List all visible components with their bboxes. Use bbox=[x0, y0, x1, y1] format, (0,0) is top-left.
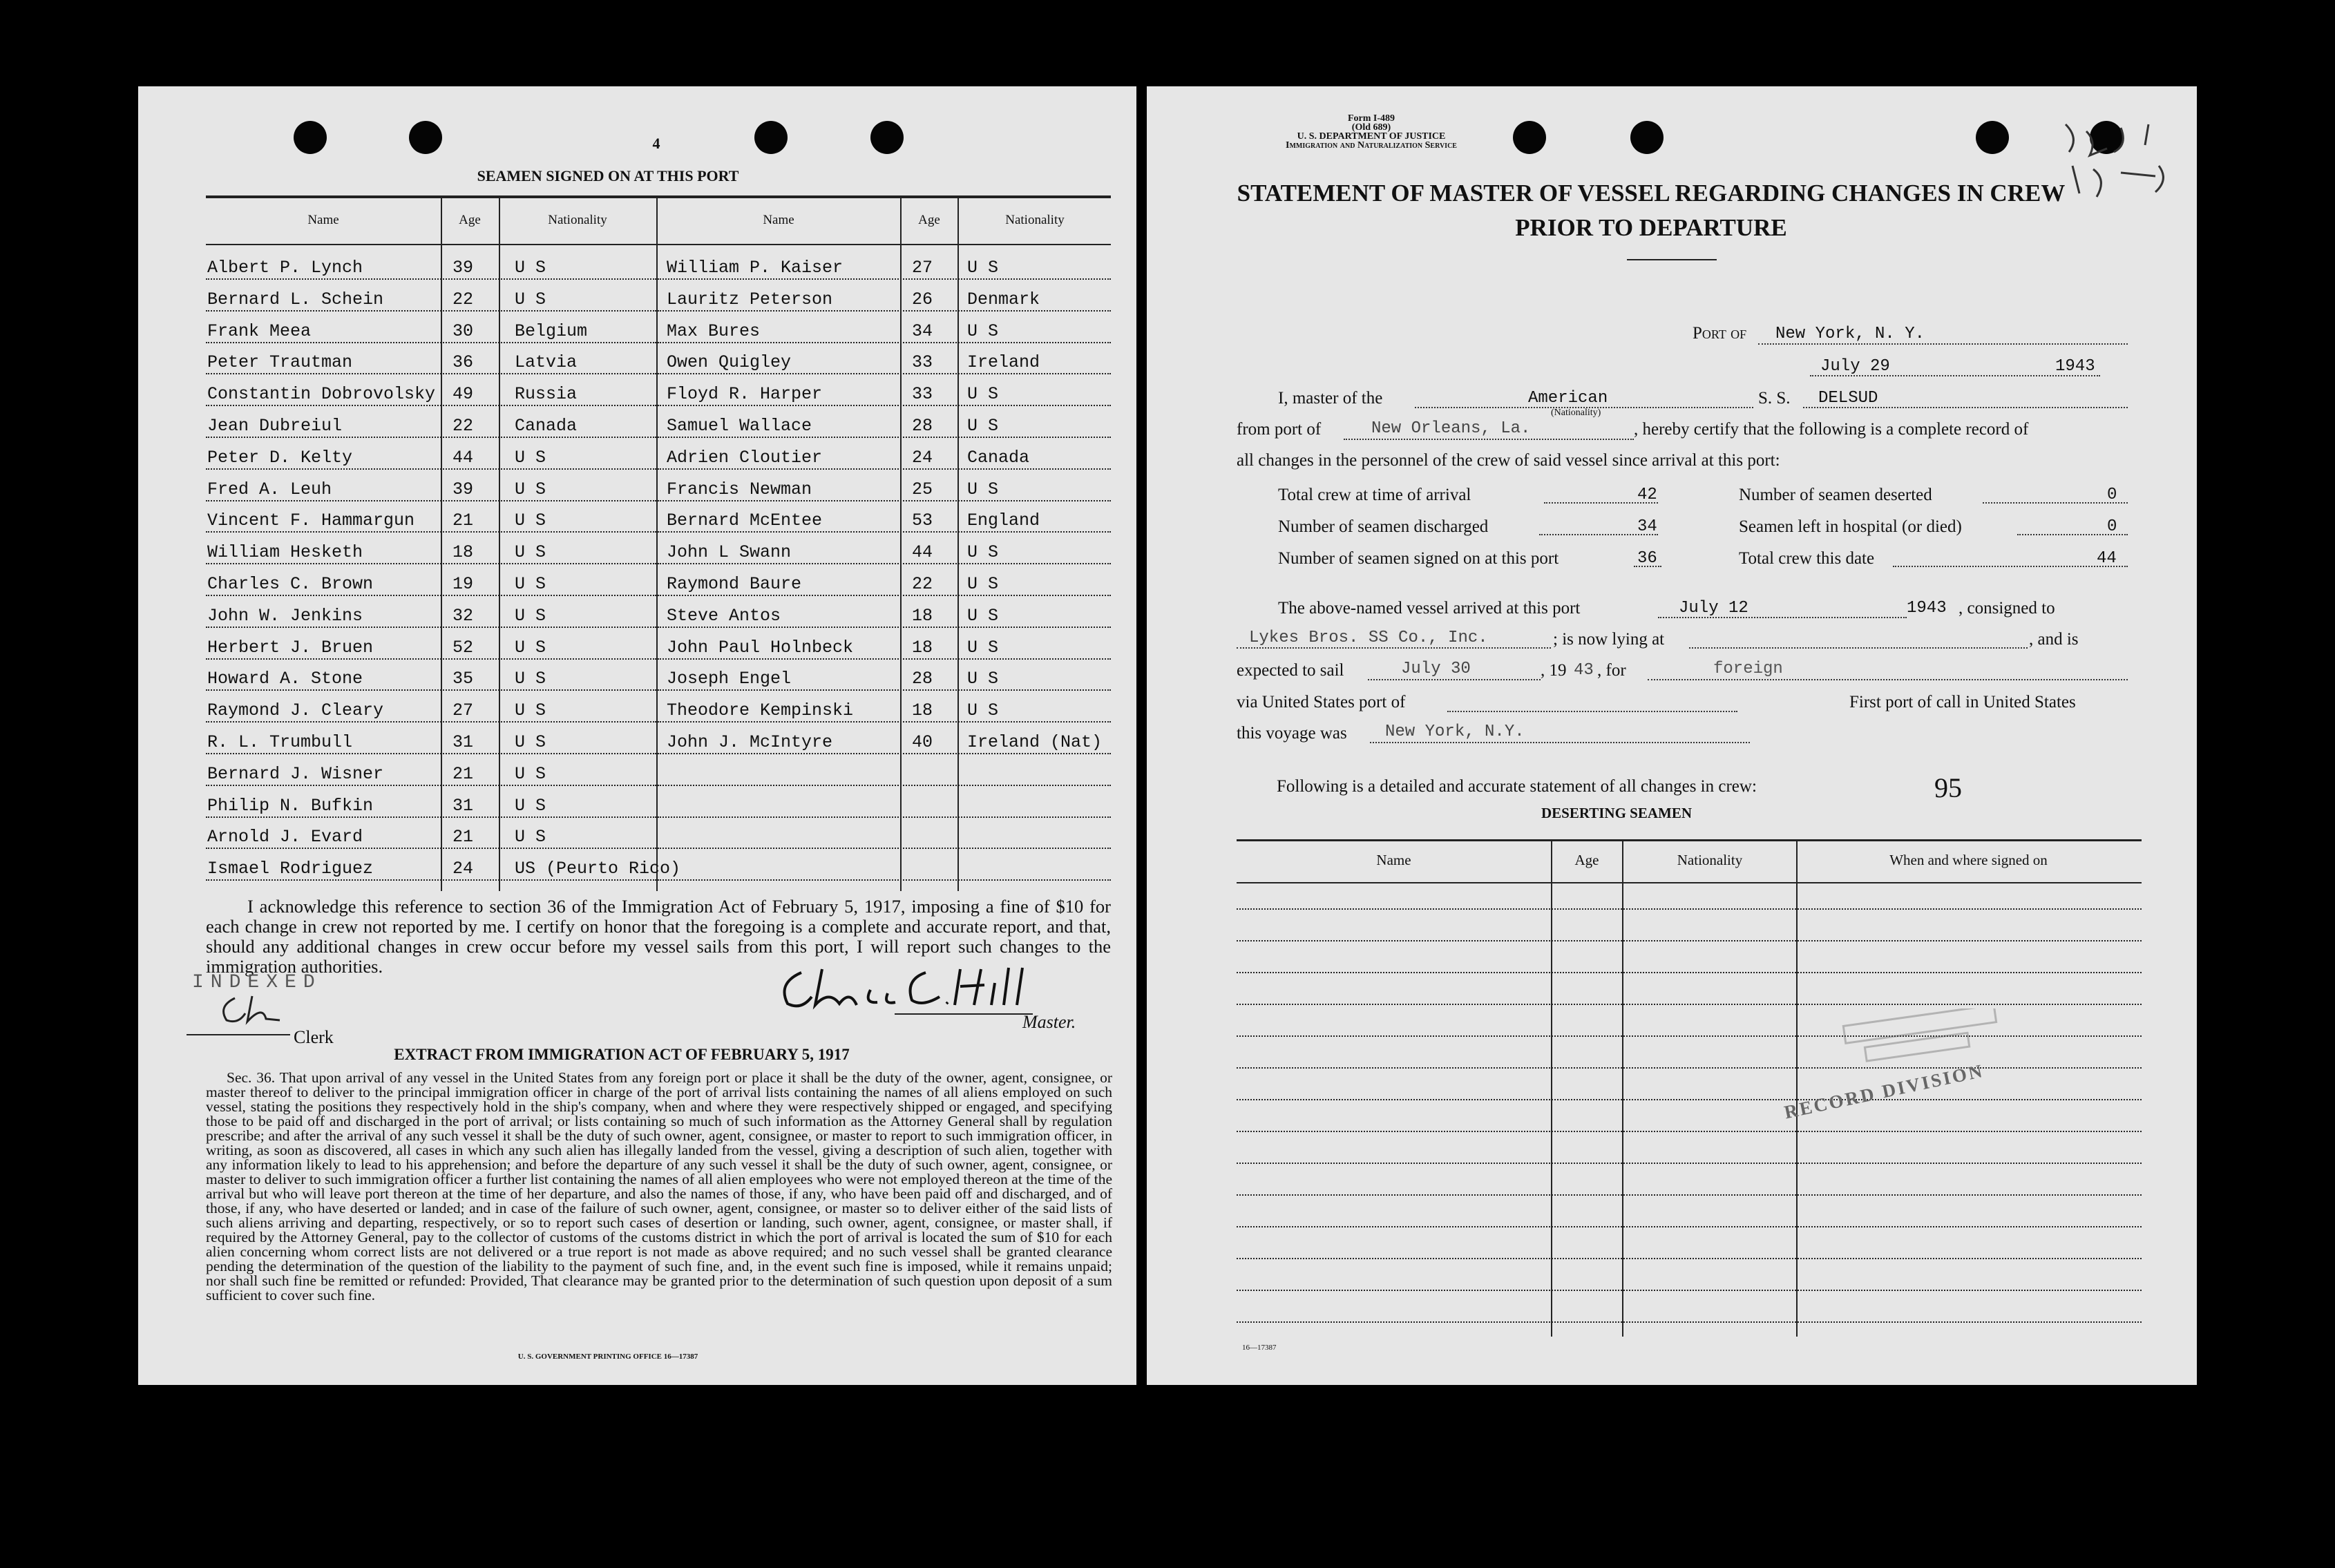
form-old: (Old 689) bbox=[1351, 122, 1391, 133]
crew-age: 53 bbox=[912, 510, 933, 531]
crew-name: John Paul Holnbeck bbox=[667, 637, 854, 658]
desert-header-signed-on: When and where signed on bbox=[1889, 852, 2048, 868]
crew-age: 34 bbox=[912, 321, 933, 341]
row-rule bbox=[658, 500, 1111, 501]
service: Immigration and Naturalization Service bbox=[1286, 140, 1457, 151]
expected-label: expected to sail bbox=[1237, 661, 1344, 680]
arrived-label: The above-named vessel arrived at this port bbox=[1278, 599, 1581, 618]
crew-nationality: Latvia bbox=[515, 352, 578, 373]
crew-nationality: U S bbox=[515, 605, 546, 626]
ship-name: DELSUD bbox=[1818, 389, 1878, 408]
crew-name: John L Swann bbox=[667, 542, 792, 563]
col-header-nationality: Nationality bbox=[548, 213, 607, 227]
crew-name: Ismael Rodriguez bbox=[207, 859, 374, 879]
crew-nationality: U S bbox=[967, 258, 999, 278]
punch-hole bbox=[1630, 121, 1664, 154]
row-rule bbox=[206, 373, 656, 374]
master-of-label: I, master of the bbox=[1278, 389, 1383, 408]
clerk-initials bbox=[214, 993, 304, 1027]
sail-date-line bbox=[1368, 679, 1541, 680]
crew-nationality: U S bbox=[515, 258, 546, 278]
form-title bbox=[1216, 176, 2086, 245]
deserting-title: DESERTING SEAMEN bbox=[1541, 805, 1693, 821]
crew-age: 21 bbox=[452, 827, 474, 848]
title-line-2: PRIOR TO DEPARTURE bbox=[1515, 214, 1787, 241]
deserted-value: 0 bbox=[2107, 486, 2117, 504]
row-rule bbox=[206, 658, 656, 660]
crew-name: Raymond Baure bbox=[667, 574, 802, 594]
title-rule bbox=[1627, 259, 1717, 260]
crew-nationality: U S bbox=[515, 289, 546, 309]
row-rule bbox=[658, 753, 1111, 754]
row-rule bbox=[206, 342, 656, 343]
crew-name: William Hesketh bbox=[207, 542, 363, 563]
discharged-value: 34 bbox=[1637, 517, 1657, 536]
total-crew-arrival-value: 42 bbox=[1637, 486, 1657, 504]
col-header-name: Name bbox=[763, 213, 794, 227]
crew-age: 21 bbox=[452, 763, 474, 784]
total-crew-date-value: 44 bbox=[2097, 549, 2117, 568]
department: U. S. DEPARTMENT OF JUSTICE bbox=[1297, 131, 1446, 142]
crew-name: R. L. Trumbull bbox=[207, 732, 353, 752]
desert-row-rule bbox=[1237, 1321, 2142, 1323]
nationality-caption: (Nationality) bbox=[1551, 408, 1601, 418]
row-rule bbox=[206, 785, 656, 786]
crew-name: Jean Dubreiul bbox=[207, 416, 343, 436]
sail-date-value: July 30 bbox=[1401, 660, 1471, 678]
voyage-line bbox=[1370, 742, 1750, 743]
consigned-label: , consigned to bbox=[1958, 599, 2055, 618]
row-rule bbox=[206, 753, 656, 754]
crew-nationality: U S bbox=[967, 669, 999, 689]
lying-label: ; is now lying at bbox=[1553, 630, 1665, 649]
column-divider bbox=[499, 197, 500, 891]
row-rule bbox=[206, 848, 656, 849]
row-rule bbox=[206, 563, 656, 564]
crew-age: 31 bbox=[452, 795, 474, 816]
crew-nationality: U S bbox=[967, 416, 999, 436]
crew-nationality: Canada bbox=[967, 447, 1030, 468]
row-rule bbox=[658, 658, 1111, 660]
crew-age: 32 bbox=[452, 605, 474, 626]
crew-age: 30 bbox=[452, 321, 474, 341]
arrived-value: July 12 bbox=[1679, 599, 1748, 618]
row-rule bbox=[206, 689, 656, 691]
row-rule bbox=[658, 689, 1111, 691]
crew-nationality: U S bbox=[967, 384, 999, 405]
crew-nationality: U S bbox=[515, 700, 546, 721]
crew-age: 52 bbox=[452, 637, 474, 658]
port-label: Port of bbox=[1693, 324, 1747, 343]
row-rule bbox=[206, 278, 656, 280]
discharged-label: Number of seamen discharged bbox=[1278, 517, 1489, 536]
clerk-line bbox=[187, 1034, 290, 1035]
page-number: 4 bbox=[652, 135, 660, 152]
following-text: Following is a detailed and accurate statement of all changes in crew: bbox=[1277, 777, 1757, 796]
port-value: New York, N. Y. bbox=[1775, 325, 1925, 343]
crew-age: 24 bbox=[912, 447, 933, 468]
crew-name: Herbert J. Bruen bbox=[207, 637, 374, 658]
row-rule bbox=[206, 721, 656, 723]
via-line bbox=[1447, 711, 1737, 712]
form-id: Form I-489 bbox=[1347, 113, 1395, 124]
deserted-label: Number of seamen deserted bbox=[1739, 486, 1932, 504]
crew-age: 35 bbox=[452, 669, 474, 689]
signed-on-value: 36 bbox=[1637, 549, 1657, 568]
crew-nationality: U S bbox=[515, 763, 546, 784]
sail-year-value: 43 bbox=[1574, 661, 1594, 680]
crew-nationality: Denmark bbox=[967, 289, 1040, 309]
desert-row-rule bbox=[1237, 1194, 2142, 1196]
handwritten-number: 95 bbox=[1934, 772, 1962, 803]
desert-header-nationality: Nationality bbox=[1677, 852, 1743, 868]
row-rule bbox=[206, 468, 656, 470]
form-number: 16—17387 bbox=[1242, 1344, 1277, 1352]
crew-nationality: Canada bbox=[515, 416, 578, 436]
crew-name: Constantin Dobrovolsky bbox=[207, 384, 436, 405]
crew-name: William P. Kaiser bbox=[667, 258, 844, 278]
col-header-nationality: Nationality bbox=[1005, 213, 1065, 227]
row-rule bbox=[658, 848, 1111, 849]
row-rule bbox=[658, 342, 1111, 343]
record-division-stamp: RECORD DIVISION bbox=[1782, 1060, 1986, 1123]
from-port-label: from port of bbox=[1237, 420, 1322, 439]
crew-age: 39 bbox=[452, 258, 474, 278]
crew-age: 33 bbox=[912, 384, 933, 405]
crew-nationality: Belgium bbox=[515, 321, 588, 341]
crew-name: John J. McIntyre bbox=[667, 732, 833, 752]
crew-name: Peter Trautman bbox=[207, 352, 353, 373]
signed-on-label: Number of seamen signed on at this port bbox=[1278, 549, 1559, 568]
row-rule bbox=[206, 310, 656, 312]
crew-age: 31 bbox=[452, 732, 474, 752]
row-rule bbox=[658, 437, 1111, 438]
desert-row-rule bbox=[1237, 1226, 2142, 1227]
crew-age: 25 bbox=[912, 479, 933, 499]
consignee-value: Lykes Bros. SS Co., Inc. bbox=[1249, 629, 1488, 647]
for-value: foreign bbox=[1713, 660, 1783, 678]
crew-age: 21 bbox=[452, 510, 474, 531]
punch-hole bbox=[870, 121, 904, 154]
desert-table-header-rule bbox=[1237, 882, 2142, 883]
crew-name: Raymond J. Cleary bbox=[207, 700, 384, 721]
crew-name: Bernard L. Schein bbox=[207, 289, 384, 309]
crew-age: 22 bbox=[452, 289, 474, 309]
crew-name: Theodore Kempinski bbox=[667, 700, 854, 721]
crew-name: Bernard McEntee bbox=[667, 510, 823, 531]
crew-age: 18 bbox=[912, 700, 933, 721]
faded-date-stamp bbox=[1838, 1008, 2017, 1064]
ss-label: S. S. bbox=[1758, 389, 1791, 408]
punch-hole bbox=[294, 121, 327, 154]
row-rule bbox=[658, 785, 1111, 786]
crew-nationality: U S bbox=[515, 574, 546, 594]
desert-row-rule bbox=[1237, 972, 2142, 973]
crew-age: 18 bbox=[912, 637, 933, 658]
crew-age: 18 bbox=[912, 605, 933, 626]
crew-age: 40 bbox=[912, 732, 933, 752]
dotted-leader bbox=[1983, 502, 2128, 504]
row-rule bbox=[658, 816, 1111, 818]
crew-name: Charles C. Brown bbox=[207, 574, 374, 594]
crew-nationality: U S bbox=[967, 700, 999, 721]
crew-name: Peter D. Kelty bbox=[207, 447, 353, 468]
via-label: via United States port of bbox=[1237, 693, 1406, 711]
row-rule bbox=[658, 563, 1111, 564]
crew-age: 19 bbox=[452, 574, 474, 594]
row-rule bbox=[206, 879, 656, 881]
desert-row-rule bbox=[1237, 940, 2142, 941]
column-divider bbox=[957, 197, 959, 891]
desert-header-age: Age bbox=[1574, 852, 1599, 868]
right-page bbox=[1147, 86, 2197, 1385]
hospital-value: 0 bbox=[2107, 517, 2117, 536]
crew-age: 33 bbox=[912, 352, 933, 373]
crew-age: 44 bbox=[452, 447, 474, 468]
column-divider bbox=[1796, 841, 1798, 1337]
crew-nationality: U S bbox=[515, 827, 546, 848]
row-rule bbox=[206, 405, 656, 406]
row-rule bbox=[658, 468, 1111, 470]
desert-table-top bbox=[1237, 839, 2142, 841]
desert-row-rule bbox=[1237, 1099, 2142, 1100]
crew-age: 27 bbox=[452, 700, 474, 721]
crew-nationality: U S bbox=[515, 510, 546, 531]
voyage-label: this voyage was bbox=[1237, 724, 1347, 743]
crew-nationality: U S bbox=[967, 605, 999, 626]
punch-hole bbox=[409, 121, 442, 154]
crew-age: 28 bbox=[912, 416, 933, 436]
title-line-1: STATEMENT OF MASTER OF VESSEL REGARDING CHANGES IN CREW bbox=[1237, 180, 2066, 207]
first-port-label: First port of call in United States bbox=[1849, 693, 2076, 711]
crew-name: Philip N. Bufkin bbox=[207, 795, 374, 816]
crew-name: Albert P. Lynch bbox=[207, 258, 363, 278]
extract-title: EXTRACT FROM IMMIGRATION ACT OF FEBRUARY 5, 1917 bbox=[394, 1046, 850, 1063]
crew-name: Howard A. Stone bbox=[207, 669, 363, 689]
indexed-stamp: INDEXED bbox=[192, 972, 322, 993]
table-top-rule bbox=[206, 195, 1111, 198]
row-rule bbox=[658, 879, 1111, 881]
crew-age: 36 bbox=[452, 352, 474, 373]
row-rule bbox=[206, 816, 656, 818]
crew-name: Fred A. Leuh bbox=[207, 479, 332, 499]
and-is-label: , and is bbox=[2029, 630, 2079, 649]
crew-nationality: U S bbox=[515, 732, 546, 752]
col-header-age: Age bbox=[918, 213, 940, 227]
desert-row-rule bbox=[1237, 1163, 2142, 1164]
port-line bbox=[1758, 343, 2128, 345]
crew-age: 26 bbox=[912, 289, 933, 309]
crew-age: 49 bbox=[452, 384, 474, 405]
lying-line bbox=[1689, 647, 2028, 649]
column-divider bbox=[441, 197, 442, 891]
crew-name: Owen Quigley bbox=[667, 352, 792, 373]
acknowledgement-text: I acknowledge this reference to section 36 of the Immigration Act of February 5, 1917, imposing a fine of $10 for each change in crew not reported by me. I certify on honor that the foregoing is a complete and accurate report, and that, should any additional changes in crew occur before my vessel sails from this port, I will report such changes to the immigration authorities. bbox=[206, 896, 1111, 977]
clerk-label: Clerk bbox=[294, 1027, 334, 1047]
desert-row-rule bbox=[1237, 1067, 2142, 1069]
extract-text: Sec. 36. That upon arrival of any vessel in the United States from any foreign port or place it shall be the duty of the owner, agent, consignee, or master thereof to deliver to the principal immigration officer in charge of the port of arrival lists containing the names of all aliens employed on such vessel, stating the positions they respectively hold in the ship's company, when and where they were respectively shipped or engaged, and specifying those to be paid off and discharged in the port of arrival; or lists containing so much of such information as the Attorney General shall by regulation prescribe; and after the arrival of any such vessel it shall be the duty of such owner, agent, consignee, or master to report to such immigration officer, in writing, as soon as discovered, all cases in which any such alien has illegally landed from the vessel, giving a description of such alien, together with any information likely to lead to his apprehension; and before the departure of any such vessel it shall be the duty of such owner, agent, consignee, or master to deliver to such immigration officer a further list containing the names of all alien employees who were not employed thereon at the time of the arrival but who will leave port thereon at the time of her departure, and also the names of those, if any, who have been paid off and discharged, and of those, if any, who have deserted or landed; and in case of the failure of such owner, agent, consignee, or master so to deliver either of the said lists of such aliens arriving and departing, respectively, or so to report such cases of desertion or landing, such owner, agent, consignee, or master shall, if required by the Attorney General, pay to the collector of customs of the customs district in which the port of arrival is located the sum of $10 for each alien concerning whom correct lists are not delivered or a true report is not made as above required; and no such vessel shall be granted clearance pending the determination of the question of the liability to the payment of such fine, and, in the event such fine is imposed, while it remains unpaid; nor shall such fine be remitted or refunded: Provided, That clearance may be granted prior to the determination of such question upon deposit of a sum sufficient to cover such fine. bbox=[206, 1069, 1112, 1303]
year-value: 1943 bbox=[2055, 357, 2095, 376]
voyage-value: New York, N.Y. bbox=[1385, 723, 1525, 741]
crew-nationality: U S bbox=[515, 637, 546, 658]
crew-nationality: U S bbox=[967, 574, 999, 594]
from-port-line bbox=[1344, 439, 1634, 440]
crew-nationality: U S bbox=[515, 542, 546, 563]
crew-nationality: U S bbox=[967, 637, 999, 658]
row-rule bbox=[658, 595, 1111, 596]
crew-nationality: Ireland bbox=[967, 352, 1040, 373]
row-rule bbox=[206, 595, 656, 596]
consignee-line bbox=[1237, 647, 1551, 649]
crew-nationality: U S bbox=[515, 479, 546, 499]
master-signature bbox=[774, 962, 1036, 1017]
crew-age: 18 bbox=[452, 542, 474, 563]
crew-nationality: U S bbox=[967, 479, 999, 499]
crew-nationality: U S bbox=[967, 542, 999, 563]
crew-name: Steve Antos bbox=[667, 605, 781, 626]
row-rule bbox=[206, 627, 656, 628]
total-crew-date-label: Total crew this date bbox=[1739, 549, 1875, 568]
crew-name: Lauritz Peterson bbox=[667, 289, 833, 309]
nationality-value: American bbox=[1528, 389, 1608, 408]
crew-nationality: Ireland (Nat) bbox=[967, 732, 1103, 752]
section-title: SEAMEN SIGNED ON AT THIS PORT bbox=[477, 167, 739, 184]
crew-name: Francis Newman bbox=[667, 479, 812, 499]
row-rule bbox=[658, 310, 1111, 312]
total-crew-arrival-label: Total crew at time of arrival bbox=[1278, 486, 1471, 504]
crew-name: John W. Jenkins bbox=[207, 605, 363, 626]
crew-nationality: England bbox=[967, 510, 1040, 531]
punch-hole bbox=[1976, 121, 2009, 154]
column-divider bbox=[1622, 841, 1623, 1337]
crew-name: Arnold J. Evard bbox=[207, 827, 363, 848]
master-line bbox=[895, 1013, 1033, 1015]
row-rule bbox=[206, 500, 656, 501]
crew-nationality: U S bbox=[967, 321, 999, 341]
crew-nationality: U S bbox=[515, 447, 546, 468]
certify-text: , hereby certify that the following is a complete record of bbox=[1634, 420, 2029, 439]
crew-name: Adrien Cloutier bbox=[667, 447, 823, 468]
printing-office: U. S. GOVERNMENT PRINTING OFFICE 16—17387 bbox=[517, 1352, 698, 1361]
left-page bbox=[138, 86, 1136, 1385]
for-label: , for bbox=[1597, 661, 1626, 680]
crew-age: 28 bbox=[912, 669, 933, 689]
row-rule bbox=[658, 531, 1111, 533]
crew-age: 24 bbox=[452, 859, 474, 879]
crew-name: Joseph Engel bbox=[667, 669, 792, 689]
row-rule bbox=[658, 278, 1111, 280]
row-rule bbox=[206, 437, 656, 438]
crew-nationality: Russia bbox=[515, 384, 578, 405]
crew-nationality: U S bbox=[515, 795, 546, 816]
column-divider bbox=[900, 197, 902, 891]
form-header bbox=[1250, 114, 1492, 150]
master-label: Master. bbox=[1022, 1012, 1076, 1032]
column-divider bbox=[1551, 841, 1552, 1337]
desert-row-rule bbox=[1237, 1004, 2142, 1005]
desert-row-rule bbox=[1237, 908, 2142, 910]
crew-name: Bernard J. Wisner bbox=[207, 763, 384, 784]
crew-age: 39 bbox=[452, 479, 474, 499]
crew-nationality: US (Peurto Rico) bbox=[515, 859, 681, 879]
col-header-age: Age bbox=[459, 213, 481, 227]
table-header-rule bbox=[206, 244, 1111, 245]
col-header-name: Name bbox=[307, 213, 339, 227]
punch-hole bbox=[1513, 121, 1546, 154]
row-rule bbox=[658, 721, 1111, 723]
date-value: July 29 bbox=[1820, 357, 1890, 376]
dotted-leader bbox=[1893, 566, 2128, 567]
crew-name: Samuel Wallace bbox=[667, 416, 812, 436]
desert-row-rule bbox=[1237, 1258, 2142, 1259]
desert-row-rule bbox=[1237, 1290, 2142, 1291]
desert-header-name: Name bbox=[1376, 852, 1411, 868]
crew-name: Max Bures bbox=[667, 321, 761, 341]
crew-age: 44 bbox=[912, 542, 933, 563]
crew-name: Frank Meea bbox=[207, 321, 312, 341]
hospital-label: Seamen left in hospital (or died) bbox=[1739, 517, 1962, 536]
row-rule bbox=[658, 405, 1111, 406]
for-line bbox=[1648, 679, 2128, 680]
crew-name: Vincent F. Hammargun bbox=[207, 510, 415, 531]
row-rule bbox=[658, 373, 1111, 374]
sail-year-prefix: , 19 bbox=[1541, 661, 1567, 680]
from-port-value: New Orleans, La. bbox=[1371, 419, 1531, 438]
crew-age: 22 bbox=[452, 416, 474, 436]
row-rule bbox=[658, 627, 1111, 628]
crew-nationality: U S bbox=[515, 669, 546, 689]
arrived-year: 1943 bbox=[1907, 599, 1947, 618]
column-divider bbox=[656, 197, 658, 891]
desert-row-rule bbox=[1237, 1131, 2142, 1132]
punch-hole bbox=[754, 121, 788, 154]
all-changes-text: all changes in the personnel of the crew of said vessel since arrival at this port: bbox=[1237, 451, 1780, 470]
row-rule bbox=[206, 531, 656, 533]
crew-age: 27 bbox=[912, 258, 933, 278]
crew-age: 22 bbox=[912, 574, 933, 594]
crew-name: Floyd R. Harper bbox=[667, 384, 823, 405]
